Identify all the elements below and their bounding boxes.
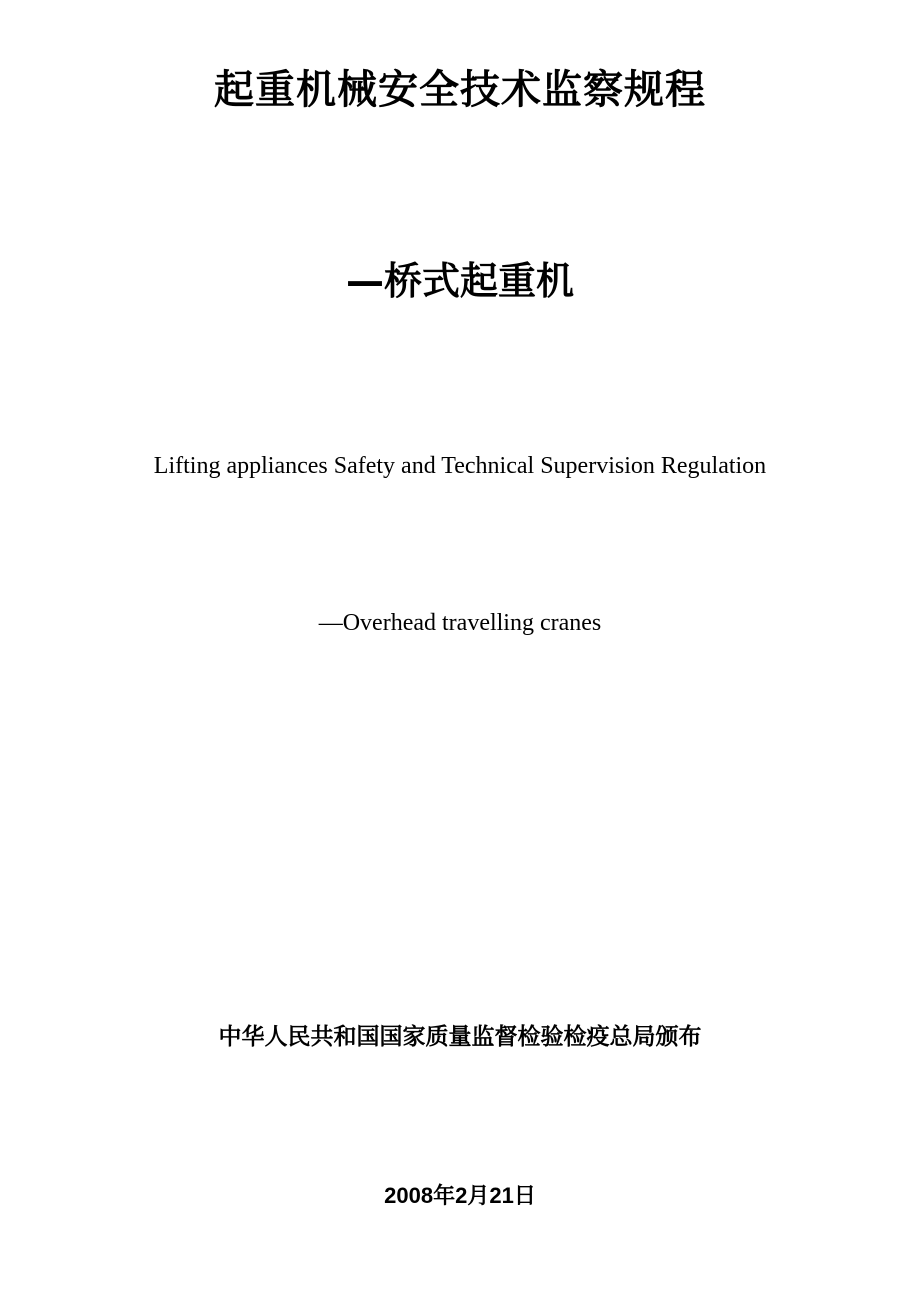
document-title-en: Lifting appliances Safety and Technical Supervision Regulation bbox=[153, 453, 767, 479]
issue-date: 2008年2月21日 bbox=[384, 1183, 536, 1208]
issuing-authority: 中华人民共和国国家质量监督检验检疫总局颁布 bbox=[218, 1024, 702, 1050]
document-subtitle-cn: —桥式起重机 bbox=[345, 259, 574, 303]
document-subtitle-en: —Overhead travelling cranes bbox=[318, 610, 602, 636]
document-title-cn: 起重机械安全技术监察规程 bbox=[214, 67, 706, 113]
